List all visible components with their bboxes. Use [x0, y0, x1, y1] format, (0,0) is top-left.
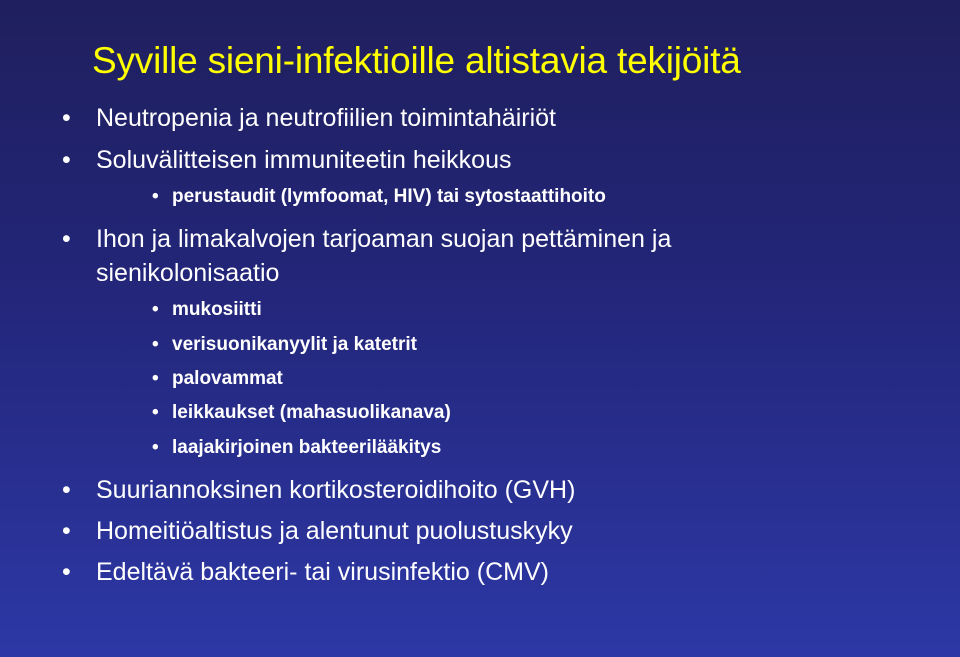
sub-bullet-icon: •	[152, 437, 159, 458]
sub-bullet-icon: •	[152, 368, 159, 389]
bullet-icon: •	[62, 476, 71, 504]
bullet-icon: •	[62, 225, 71, 253]
sub-bullet-text: palovammat	[172, 368, 283, 389]
bullet-text: Suuriannoksinen kortikosteroidihoito (GVH)	[96, 476, 576, 504]
bullet-text: Soluvälitteisen immuniteetin heikkous	[96, 146, 512, 174]
slide-title: Syville sieni-infektioille altistavia tekijöitä	[92, 40, 741, 81]
sub-bullet-icon: •	[152, 334, 159, 355]
bullet-text: Edeltävä bakteeri- tai virusinfektio (CMV)	[96, 558, 549, 586]
sub-bullet-text: leikkaukset (mahasuolikanava)	[172, 402, 451, 423]
sub-bullet-text: perustaudit (lymfoomat, HIV) tai sytostaattihoito	[172, 186, 606, 207]
bullet-text: Ihon ja limakalvojen tarjoaman suojan pettäminen ja	[96, 225, 672, 253]
sub-bullet-icon: •	[152, 299, 159, 320]
sub-bullet-icon: •	[152, 402, 159, 423]
sub-bullet-text: laajakirjoinen bakteerilääkitys	[172, 437, 442, 458]
bullet-icon: •	[62, 104, 71, 132]
bullet-text: Homeitiöaltistus ja alentunut puolustuskyky	[96, 517, 573, 545]
bullet-continuation-text: sienikolonisaatio	[96, 259, 280, 287]
sub-bullet-text: verisuonikanyylit ja katetrit	[172, 334, 417, 355]
sub-bullet-text: mukosiitti	[172, 299, 262, 320]
bullet-icon: •	[62, 517, 71, 545]
bullet-text: Neutropenia ja neutrofiilien toimintahäiriöt	[96, 104, 556, 132]
bullet-icon: •	[62, 146, 71, 174]
sub-bullet-icon: •	[152, 186, 159, 207]
bullet-icon: •	[62, 558, 71, 586]
